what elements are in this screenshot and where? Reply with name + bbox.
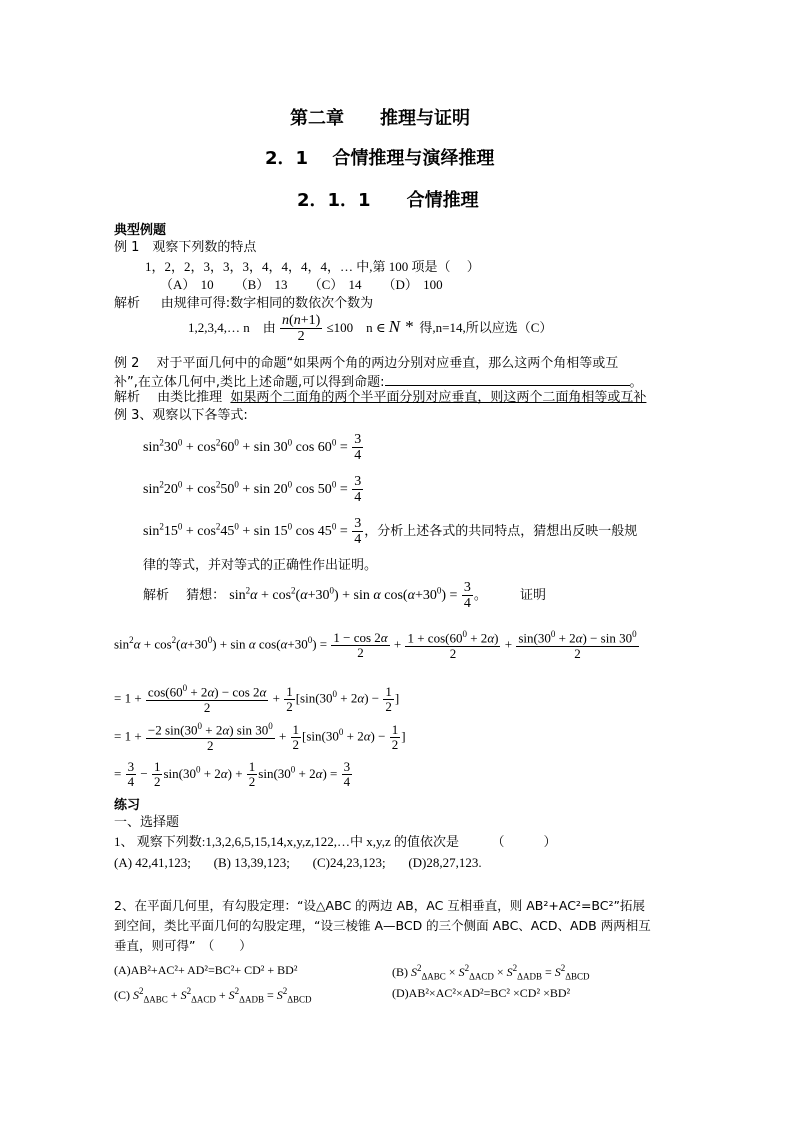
q2-line2: 到空间，类比平面几何的勾股定理，“设三棱锥 A—BCD 的三个侧面 ABC、ACD、ADB 两两相互 — [114, 918, 651, 933]
example3-comment2: 律的等式，并对等式的正确性作出证明。 — [143, 558, 378, 573]
section-title: 2．1 合情推理与演绎推理 — [265, 148, 495, 169]
proof-line-4: = $\frac{3}{4}$ − $\frac{1}{2}$ $\sin(30^0 + 2\alpha)$ + $\frac{1}{2}$ $\sin(30^0 + 2\alpha)$ = $\frac{3}{4}$ — [114, 759, 351, 790]
proof-line-3: = 1 + $\frac{-2 \sin(30^0 + 2\alpha) \sin 30^0}{2}$ + $\frac{1}{2}$ [$\sin(30^0 + 2\alpha)$ − $\frac{1}{2}$ ] — [114, 721, 406, 753]
q1-option-b: (B) 13,39,123; — [213, 855, 290, 870]
q2-option-b-label: (B) — [392, 965, 408, 979]
example1-calc — [188, 313, 552, 345]
calc-prefix: 1,2,3,4,… n 由 — [188, 319, 276, 335]
chapter-title: 第二章 推理与证明 — [290, 108, 470, 129]
q1-options — [114, 855, 482, 871]
subsection-title: 2．1．1 合情推理 — [297, 190, 479, 211]
exercise-heading: 练习 — [114, 798, 141, 813]
option-b: （B） 13 — [234, 277, 288, 292]
calc-result: 得,n=14,所以应选（C） — [419, 319, 553, 335]
q1-option-d: (D)28,27,123. — [408, 855, 482, 870]
example2-line2-text: 补”,在立体几何中,类比上述命题,可以得到命题: — [114, 375, 385, 390]
example1-options — [160, 277, 443, 293]
example2-line2 — [114, 373, 643, 391]
example2-answer-label: 解析 由类比推理 — [114, 390, 223, 405]
q1-option-a: (A) 42,41,123; — [114, 855, 191, 870]
example3-stem: 例 3、观察以下各等式: — [114, 408, 248, 423]
q1-stem: 1、 观察下列数:1,3,2,6,5,15,14,x,y,z,122,…中 x,y,z 的值依次是 （ ） — [114, 834, 557, 849]
example1-stem: 例 1 观察下列数的特点 — [114, 240, 257, 255]
q2-option-c-label: (C) — [114, 988, 130, 1002]
example1-sequence: 1，2，2，3，3，3，4，4，4，4，… 中,第 100 项是（ ） — [145, 259, 480, 274]
q2-option-d: (D)AB²×AC²×AD²=BC² ×CD² ×BD² — [392, 986, 571, 1000]
q2-option-a: (A)AB²+AC²+ AD²=BC²+ CD² + BD² — [114, 963, 298, 977]
proof-label: 证明 — [519, 588, 546, 604]
proof-line-1: $\sin^2\alpha + \cos^2(\alpha+30^0) + \sin \alpha$ $\cos(\alpha+30^0)$ = $\frac{1 - \cos 2\alpha}{2}$ + $\frac{1 + \cos(60^0 + 2\alpha)}{2}$ + $\frac{\sin(30^0 + 2\alpha) - \sin 30^0}{2}$ — [114, 629, 637, 661]
proof-line-2: = 1 + $\frac{\cos(60^0 + 2\alpha) - \cos 2\alpha}{2}$ + $\frac{1}{2}$ [$\sin(30^0 + 2\alpha)$ − $\frac{1}{2}$ ] — [114, 683, 400, 715]
q2-line1: 2、在平面几何里，有勾股定理：“设△ABC 的两边 AB，AC 互相垂直，则 AB²+AC²=BC²”拓展 — [114, 898, 645, 913]
guess-label: 解析 猜想： — [143, 588, 226, 604]
example2-answer-text: 如果两个二面角的两个半平面分别对应垂直，则这两个二面角相等或互补 — [230, 390, 647, 405]
q2-line3: 垂直，则可得” （ ） — [114, 938, 252, 953]
examples-heading: 典型例题 — [114, 223, 167, 238]
example2-line2-end: 。 — [629, 375, 643, 390]
identity-3: $\sin^215^0 + \cos^245^0 + \sin 15^0$ $\cos 45^0$ = $\frac{3}{4}$ ，分析上述各式的共同特点，猜想出反映一般规 — [143, 516, 638, 548]
example2-line1: 例 2 对于平面几何中的命题“如果两个角的两边分别对应垂直，那么这两个角相等或互 — [114, 356, 619, 371]
q2-option-b: (B) $S^2_{\Delta ABC} \times S^2_{\Delta ACD} \times S^2_{\Delta ADB} = S^2_{\Delta BCD}$ — [392, 963, 590, 982]
natural-set-symbol: N * — [388, 316, 413, 336]
example3-comment: ，分析上述各式的共同特点，猜想出反映一般规 — [364, 524, 638, 540]
option-d: （D） 100 — [382, 277, 443, 292]
q1-option-c: (C)24,23,123; — [312, 855, 386, 870]
example1-analysis — [114, 296, 373, 312]
calc-suffix: ≤100 n ∈ — [326, 319, 386, 335]
example3-guess: 解析 猜想： $\sin^2\alpha + \cos^2(\alpha+30^0) + \sin \alpha$ $\cos(\alpha+30^0)$ = $\frac{3}{4}$ 。 证明 — [143, 580, 546, 612]
identity-1: $\sin^230^0 + \cos^260^0 + \sin 30^0$ $\cos 60^0$ = $\frac{3}{4}$ — [143, 432, 362, 464]
q2-option-c: (C) $S^2_{\Delta ABC} + S^2_{\Delta ACD} + S^2_{\Delta ADB} = S^2_{\Delta BCD}$ — [114, 986, 312, 1005]
answer-blank — [385, 373, 630, 386]
analysis-label: 解析 — [114, 296, 141, 311]
analysis-text: 由规律可得:数字相同的数依次个数为 — [160, 296, 374, 311]
example2-answer — [114, 390, 646, 406]
n-sum-fraction: $\frac{n(n+1)}{2}$ — [282, 313, 321, 345]
option-c: （C） 14 — [308, 277, 362, 292]
option-a: （A） 10 — [160, 277, 214, 292]
identity-2: $\sin^220^0 + \cos^250^0 + \sin 20^0$ $\cos 50^0$ = $\frac{3}{4}$ — [143, 474, 362, 506]
exercise-part: 一、选择题 — [114, 815, 180, 830]
